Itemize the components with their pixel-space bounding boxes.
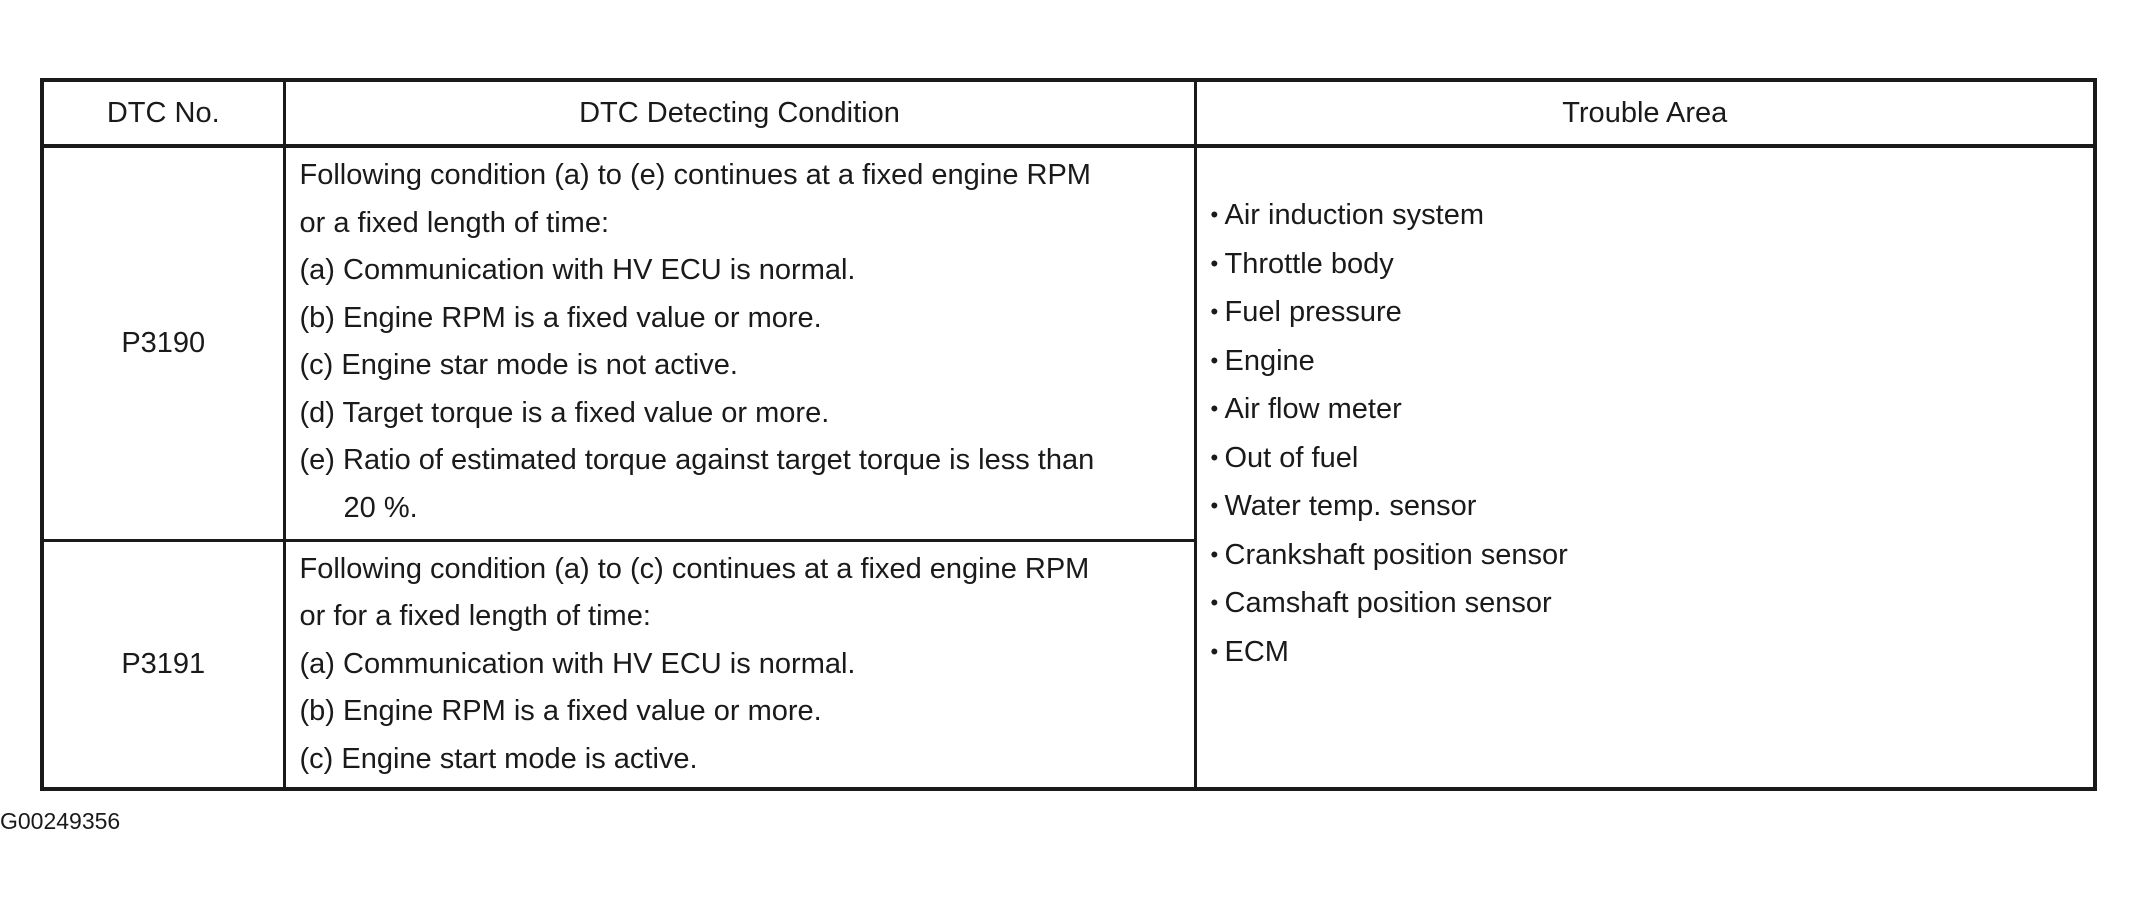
bullet-icon: • (1210, 493, 1219, 518)
dtc-code: P3190 (42, 146, 284, 540)
bullet-icon: • (1210, 347, 1219, 373)
list-item (1211, 434, 2094, 483)
trouble-item-label: Air induction system (1224, 199, 1484, 231)
dtc-code: P3191 (42, 540, 284, 789)
trouble-item-label: Crankshaft position sensor (1224, 538, 1568, 571)
detecting-condition-cell (284, 146, 1195, 540)
condition-line: (c) Engine start mode is active. (299, 742, 698, 775)
detecting-condition-cell (284, 540, 1195, 789)
list-item (1211, 240, 2094, 289)
dtc-table (40, 78, 2097, 791)
trouble-item-label: Engine (1224, 344, 1315, 377)
condition-line: (e) Ratio of estimated torque against target torque is less than (299, 444, 1095, 476)
condition-line: or for a fixed length of time: (299, 600, 651, 632)
trouble-item-label: Fuel pressure (1224, 296, 1402, 328)
list-item (1211, 628, 2094, 677)
trouble-item-label: Out of fuel (1224, 441, 1359, 474)
trouble-item-label: Water temp. sensor (1224, 490, 1477, 522)
trouble-item-label: ECM (1224, 635, 1289, 668)
bullet-icon: • (1210, 444, 1219, 470)
trouble-item-label: Camshaft position sensor (1224, 587, 1552, 619)
bullet-icon: • (1210, 202, 1219, 227)
bullet-icon: • (1210, 250, 1219, 276)
figure-id: G00249356 (0, 808, 121, 834)
bullet-icon: • (1210, 590, 1219, 615)
condition-line: (b) Engine RPM is a fixed value or more. (299, 301, 822, 334)
condition-line: or a fixed length of time: (299, 206, 609, 239)
header-row (42, 80, 2095, 146)
bullet-icon: • (1210, 299, 1219, 324)
trouble-item-label: Throttle body (1224, 247, 1394, 280)
trouble-area-list (1211, 191, 2094, 676)
trouble-area-cell (1195, 146, 2095, 789)
list-item (1211, 337, 2094, 386)
bullet-icon: • (1210, 638, 1219, 664)
table-row (42, 146, 2095, 540)
condition-line: (a) Communication with HV ECU is normal. (299, 254, 856, 286)
header-trouble-area: Trouble Area (1195, 80, 2095, 146)
condition-line: (b) Engine RPM is a fixed value or more. (299, 695, 822, 727)
trouble-item-label: Air flow meter (1224, 393, 1402, 425)
bullet-icon: • (1210, 541, 1219, 567)
condition-line: (c) Engine star mode is not active. (299, 349, 738, 381)
list-item (1211, 531, 2094, 580)
condition-line: Following condition (a) to (e) continues at a fixed engine RPM (299, 159, 1091, 191)
condition-line: 20 %. (343, 491, 418, 524)
condition-line: Following condition (a) to (c) continues at a fixed engine RPM (299, 552, 1090, 585)
header-detecting-condition: DTC Detecting Condition (284, 80, 1195, 146)
condition-line: (d) Target torque is a fixed value or more. (299, 396, 830, 429)
condition-line: (a) Communication with HV ECU is normal. (299, 647, 856, 680)
list-item (1211, 385, 2094, 434)
list-item (1211, 482, 2094, 531)
bullet-icon: • (1210, 396, 1219, 421)
list-item (1211, 288, 2094, 337)
list-item (1211, 191, 2094, 240)
list-item (1211, 579, 2094, 628)
header-dtc-no: DTC No. (42, 80, 284, 146)
